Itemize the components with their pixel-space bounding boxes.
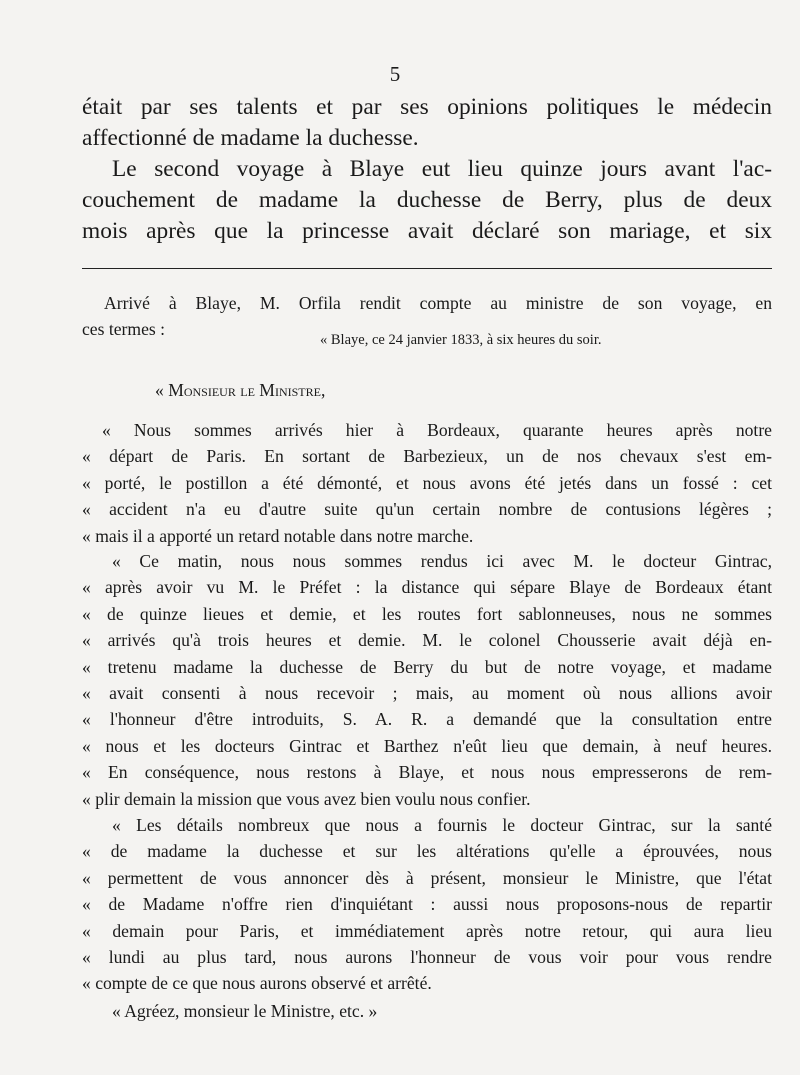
page-number: 5 bbox=[389, 62, 401, 86]
letter-line: « En conséquence, nous restons à Blaye, et nous nous empresserons de rem- bbox=[82, 762, 772, 783]
letter-line: « Nous sommes arrivés hier à Bordeaux, quarante heures après notre bbox=[102, 420, 772, 440]
letter-line: « après avoir vu M. le Préfet : la distance qui sépare Blaye de Bordeaux étant bbox=[82, 577, 772, 598]
main-text-line: était par ses talents et par ses opinions politiques le médecin bbox=[82, 94, 772, 120]
letter-line: « porté, le postillon a été démonté, et nous avons été jetés dans un fossé : cet bbox=[82, 472, 772, 493]
letter-line: « avait consenti à nous recevoir ; mais, au moment où nous allions avoir bbox=[82, 682, 772, 703]
letter-closing bbox=[82, 998, 772, 1024]
footnote-rule bbox=[82, 268, 772, 269]
letter-line: « compte de ce que nous aurons observé et arrêté. bbox=[82, 973, 432, 994]
salutation-text: « Monsieur le Ministre, bbox=[155, 380, 326, 400]
note-intro-line: ces termes : bbox=[82, 319, 166, 340]
letter-line: « de quinze lieues et demie, et les routes fort sablonneuses, nous ne sommes bbox=[82, 603, 772, 624]
letter-paragraph-1 bbox=[82, 417, 772, 549]
main-text-line: couchement de madame la duchesse de Berry, plus de deux bbox=[82, 187, 772, 213]
letter-line: « plir demain la mission que vous avez bien voulu nous confier. bbox=[82, 788, 531, 809]
letter-dateline: « Blaye, ce 24 janvier 1833, à six heures du soir. bbox=[320, 332, 602, 348]
letter-line: « accident n'a eu d'autre suite qu'un certain nombre de contusions légères ; bbox=[82, 499, 772, 520]
letter-line: « de madame la duchesse et sur les altérations qu'elle a éprouvées, nous bbox=[82, 841, 772, 862]
main-text-line: Le second voyage à Blaye eut lieu quinze jours avant l'ac- bbox=[112, 156, 772, 182]
letter-salutation bbox=[155, 380, 325, 401]
letter-line: « Les détails nombreux que nous a fournis le docteur Gintrac, sur la santé bbox=[112, 815, 772, 835]
letter-line: « nous et les docteurs Gintrac et Barthez n'eût lieu que demain, à neuf heures. bbox=[82, 735, 772, 756]
letter-line: « l'honneur d'être introduits, S. A. R. a demandé que la consultation entre bbox=[82, 709, 772, 730]
letter-line: « arrivés qu'à trois heures et demie. M. le colonel Chousserie avait déjà en- bbox=[82, 630, 772, 651]
letter-line: « lundi au plus tard, nous aurons l'honneur de vous voir pour vous rendre bbox=[82, 946, 772, 967]
main-text-line: mois après que la princesse avait déclaré son mariage, et six bbox=[82, 218, 772, 244]
letter-line: « mais il a apporté un retard notable dans notre marche. bbox=[82, 525, 474, 546]
letter-line: « permettent de vous annoncer dès à présent, monsieur le Ministre, que l'état bbox=[82, 867, 772, 888]
letter-line: « tretenu madame la duchesse de Berry du but de notre voyage, et madame bbox=[82, 656, 772, 677]
note-intro-line: Arrivé à Blaye, M. Orfila rendit compte au ministre de son voyage, en bbox=[104, 293, 772, 313]
letter-line: « demain pour Paris, et immédiatement après notre retour, qui aura lieu bbox=[82, 920, 772, 941]
letter-paragraph-2 bbox=[82, 548, 772, 812]
letter-line: « départ de Paris. En sortant de Barbezieux, un de nos chevaux s'est em- bbox=[82, 446, 772, 467]
main-text-line: affectionné de madame la duchesse. bbox=[82, 125, 419, 151]
letter-line: « de Madame n'offre rien d'inquiétant : aussi nous proposons-nous de repartir bbox=[82, 894, 772, 915]
letter-line: « Ce matin, nous nous sommes rendus ici avec M. le docteur Gintrac, bbox=[112, 551, 772, 571]
main-text bbox=[82, 92, 772, 247]
letter-paragraph-3 bbox=[82, 812, 772, 997]
closing-line: « Agréez, monsieur le Ministre, etc. » bbox=[112, 1001, 378, 1021]
